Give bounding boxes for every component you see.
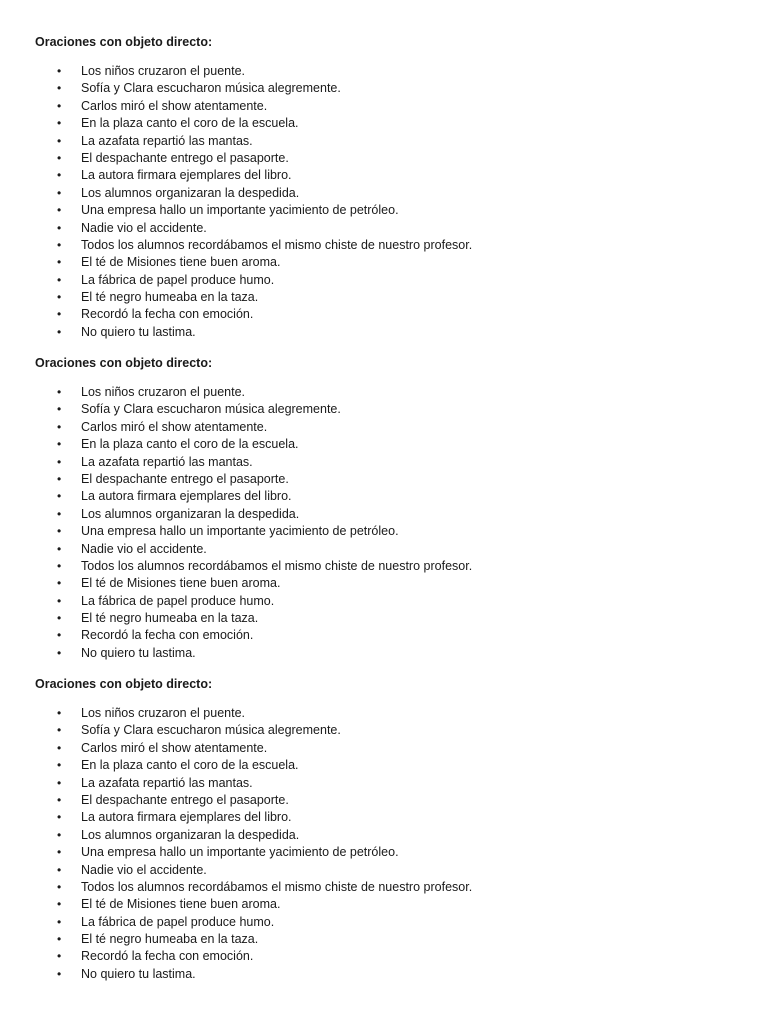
- bullet-icon: •: [57, 290, 62, 305]
- sentence-text: La fábrica de papel produce humo.: [81, 272, 275, 287]
- sentence-section: [35, 676, 735, 981]
- bullet-icon: •: [57, 611, 62, 626]
- sentence-text: El té negro humeaba en la taza.: [81, 611, 259, 626]
- sentence-text: En la plaza canto el coro de la escuela.: [81, 116, 299, 131]
- sentence-text: En la plaza canto el coro de la escuela.: [81, 758, 299, 773]
- sentence-text: El despachante entrego el pasaporte.: [81, 471, 289, 486]
- section-heading: Oraciones con objeto directo:: [35, 677, 213, 691]
- bullet-icon: •: [57, 758, 62, 773]
- sentence-text: Los alumnos organizaran la despedida.: [81, 506, 300, 521]
- bullet-icon: •: [57, 220, 62, 235]
- sentence-section: [35, 34, 735, 339]
- bullet-icon: •: [57, 775, 62, 790]
- sentence-text: Los alumnos organizaran la despedida.: [81, 185, 300, 200]
- sentence-text: El té negro humeaba en la taza.: [81, 932, 259, 947]
- bullet-icon: •: [57, 706, 62, 720]
- sentence-text: No quiero tu lastima.: [81, 324, 196, 339]
- bullet-icon: •: [57, 593, 62, 608]
- sentence-text: Recordó la fecha con emoción.: [81, 949, 254, 964]
- sentence-text: La autora firmara ejemplares del libro.: [81, 810, 292, 825]
- sentence-text: La fábrica de papel produce humo.: [81, 593, 275, 608]
- section-heading: Oraciones con objeto directo:: [35, 35, 213, 49]
- sentence-text: El té negro humeaba en la taza.: [81, 290, 259, 305]
- sentence-text: Recordó la fecha con emoción.: [81, 628, 254, 643]
- sentence-text: El té de Misiones tiene buen aroma.: [81, 897, 281, 912]
- bullet-icon: •: [57, 966, 62, 981]
- bullet-icon: •: [57, 419, 62, 434]
- bullet-icon: •: [57, 558, 62, 573]
- sentence-text: Los niños cruzaron el puente.: [81, 706, 245, 720]
- bullet-icon: •: [57, 385, 62, 399]
- sentence-text: Nadie vio el accidente.: [81, 220, 207, 235]
- sentence-text: Una empresa hallo un importante yacimiento de petróleo.: [81, 845, 399, 860]
- sentence-text: Carlos miró el show atentamente.: [81, 98, 268, 113]
- bullet-icon: •: [57, 576, 62, 591]
- bullet-icon: •: [57, 272, 62, 287]
- sentence-text: Carlos miró el show atentamente.: [81, 740, 268, 755]
- sentence-text: Carlos miró el show atentamente.: [81, 419, 268, 434]
- sentence-text: La azafata repartió las mantas.: [81, 775, 253, 790]
- sentence-text: Una empresa hallo un importante yacimiento de petróleo.: [81, 203, 399, 218]
- bullet-icon: •: [57, 810, 62, 825]
- bullet-icon: •: [57, 914, 62, 929]
- bullet-icon: •: [57, 64, 62, 78]
- sentence-text: El despachante entrego el pasaporte.: [81, 792, 289, 807]
- bullet-icon: •: [57, 168, 62, 183]
- bullet-icon: •: [57, 845, 62, 860]
- sentence-text: El té de Misiones tiene buen aroma.: [81, 576, 281, 591]
- bullet-icon: •: [57, 827, 62, 842]
- bullet-icon: •: [57, 645, 62, 660]
- sentence-text: Una empresa hallo un importante yacimiento de petróleo.: [81, 524, 399, 539]
- sentence-text: Recordó la fecha con emoción.: [81, 307, 254, 322]
- sentence-text: La autora firmara ejemplares del libro.: [81, 489, 292, 504]
- bullet-icon: •: [57, 116, 62, 131]
- sentence-text: La azafata repartió las mantas.: [81, 454, 253, 469]
- bullet-icon: •: [57, 237, 62, 252]
- bullet-icon: •: [57, 307, 62, 322]
- sentence-text: Los alumnos organizaran la despedida.: [81, 827, 300, 842]
- bullet-icon: •: [57, 185, 62, 200]
- bullet-icon: •: [57, 324, 62, 339]
- bullet-icon: •: [57, 740, 62, 755]
- sentence-text: No quiero tu lastima.: [81, 966, 196, 981]
- bullet-icon: •: [57, 203, 62, 218]
- sentence-section: [35, 355, 735, 660]
- bullet-icon: •: [57, 792, 62, 807]
- bullet-icon: •: [57, 932, 62, 947]
- sentence-text: Nadie vio el accidente.: [81, 862, 207, 877]
- bullet-icon: •: [57, 723, 62, 738]
- sentence-text: Los niños cruzaron el puente.: [81, 64, 245, 78]
- sentence-text: Nadie vio el accidente.: [81, 541, 207, 556]
- bullet-icon: •: [57, 454, 62, 469]
- bullet-icon: •: [57, 133, 62, 148]
- sentence-text: Sofía y Clara escucharon música alegremente.: [81, 723, 341, 738]
- bullet-icon: •: [57, 402, 62, 417]
- bullet-icon: •: [57, 628, 62, 643]
- section-heading: Oraciones con objeto directo:: [35, 356, 213, 370]
- bullet-icon: •: [57, 437, 62, 452]
- bullet-icon: •: [57, 949, 62, 964]
- bullet-icon: •: [57, 879, 62, 894]
- bullet-icon: •: [57, 897, 62, 912]
- sentence-text: Todos los alumnos recordábamos el mismo chiste de nuestro profesor.: [81, 558, 473, 573]
- sentence-text: Todos los alumnos recordábamos el mismo chiste de nuestro profesor.: [81, 879, 473, 894]
- bullet-icon: •: [57, 506, 62, 521]
- sentence-text: El despachante entrego el pasaporte.: [81, 150, 289, 165]
- sentence-text: En la plaza canto el coro de la escuela.: [81, 437, 299, 452]
- sentence-text: La azafata repartió las mantas.: [81, 133, 253, 148]
- sentence-text: No quiero tu lastima.: [81, 645, 196, 660]
- sentence-text: Sofía y Clara escucharon música alegremente.: [81, 81, 341, 96]
- sentence-text: Sofía y Clara escucharon música alegremente.: [81, 402, 341, 417]
- sentence-text: Los niños cruzaron el puente.: [81, 385, 245, 399]
- bullet-icon: •: [57, 81, 62, 96]
- bullet-icon: •: [57, 862, 62, 877]
- bullet-icon: •: [57, 255, 62, 270]
- sentence-text: La fábrica de papel produce humo.: [81, 914, 275, 929]
- bullet-icon: •: [57, 471, 62, 486]
- bullet-icon: •: [57, 98, 62, 113]
- sentence-text: La autora firmara ejemplares del libro.: [81, 168, 292, 183]
- bullet-icon: •: [57, 541, 62, 556]
- sentence-text: El té de Misiones tiene buen aroma.: [81, 255, 281, 270]
- sentence-text: Todos los alumnos recordábamos el mismo chiste de nuestro profesor.: [81, 237, 473, 252]
- bullet-icon: •: [57, 524, 62, 539]
- bullet-icon: •: [57, 150, 62, 165]
- bullet-icon: •: [57, 489, 62, 504]
